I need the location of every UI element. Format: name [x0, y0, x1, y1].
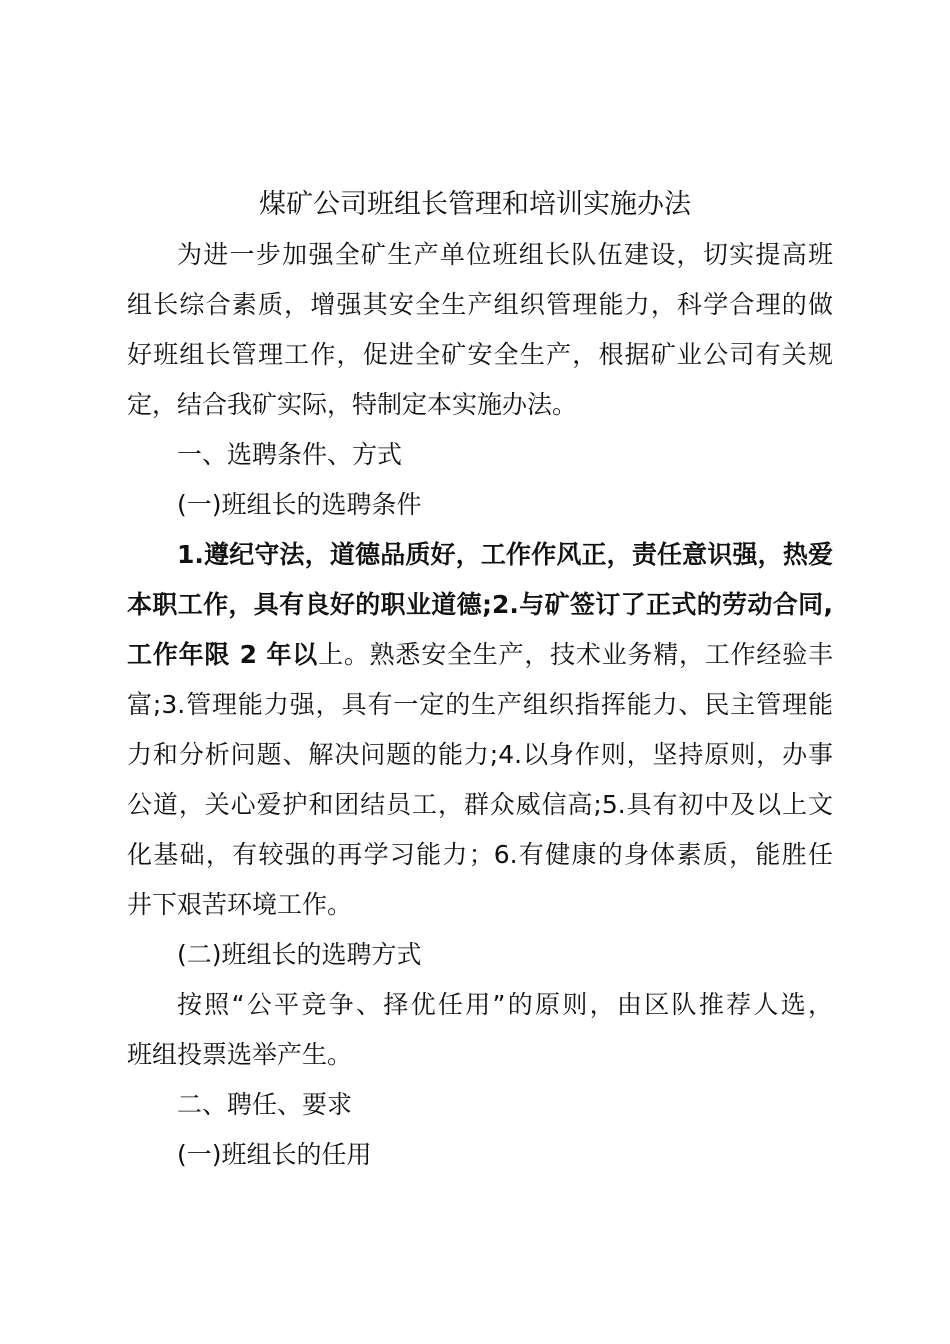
document-title: 煤矿公司班组长管理和培训实施办法: [259, 189, 691, 220]
intro-line-1: 为进一步加强全矿生产单位班组长队伍建设，切实提高班: [177, 240, 833, 269]
section-heading-2: 二、聘任、要求: [177, 1090, 353, 1119]
subsection-heading-2: (二)班组长的选聘方式: [177, 940, 422, 969]
conditions-line-3: [127, 633, 833, 677]
conditions-line-6: 公道，关心爱护和团结员工，群众威信高;5.具有初中及以上文: [127, 790, 833, 819]
conditions-line-8: 井下艰苦环境工作。: [127, 890, 353, 919]
subsection-heading-1: (一)班组长的选聘条件: [177, 490, 422, 519]
conditions-line-3-normal: 上。熟悉安全生产，技术业务精，工作经验丰: [318, 640, 833, 669]
method-line-2: 班组投票选举产生。: [127, 1040, 353, 1069]
conditions-line-1: 1.遵纪守法，道德品质好，工作作风正，责任意识强，热爱: [177, 540, 833, 569]
conditions-line-3-bold: 工作年限 2 年以: [127, 640, 319, 669]
subsection-heading-3: (一)班组长的任用: [177, 1140, 372, 1169]
conditions-line-5: 力和分析问题、解决问题的能力;4.以身作则，坚持原则，办事: [127, 740, 833, 769]
conditions-line-7: 化基础，有较强的再学习能力；6.有健康的身体素质，能胜任: [127, 840, 833, 869]
intro-line-2: 组长综合素质，增强其安全生产组织管理能力，科学合理的做: [127, 290, 833, 319]
intro-line-3: 好班组长管理工作，促进全矿安全生产，根据矿业公司有关规: [127, 340, 833, 369]
section-heading-1: 一、选聘条件、方式: [177, 440, 403, 469]
method-line-1: 按照“公平竞争、择优任用”的原则，由区队推荐人选，: [177, 990, 833, 1019]
conditions-line-4: 富;3.管理能力强，具有一定的生产组织指挥能力、民主管理能: [127, 690, 833, 719]
conditions-line-2: 本职工作，具有良好的职业道德;2.与矿签订了正式的劳动合同,: [127, 590, 833, 619]
intro-line-4: 定，结合我矿实际，特制定本实施办法。: [127, 390, 578, 419]
